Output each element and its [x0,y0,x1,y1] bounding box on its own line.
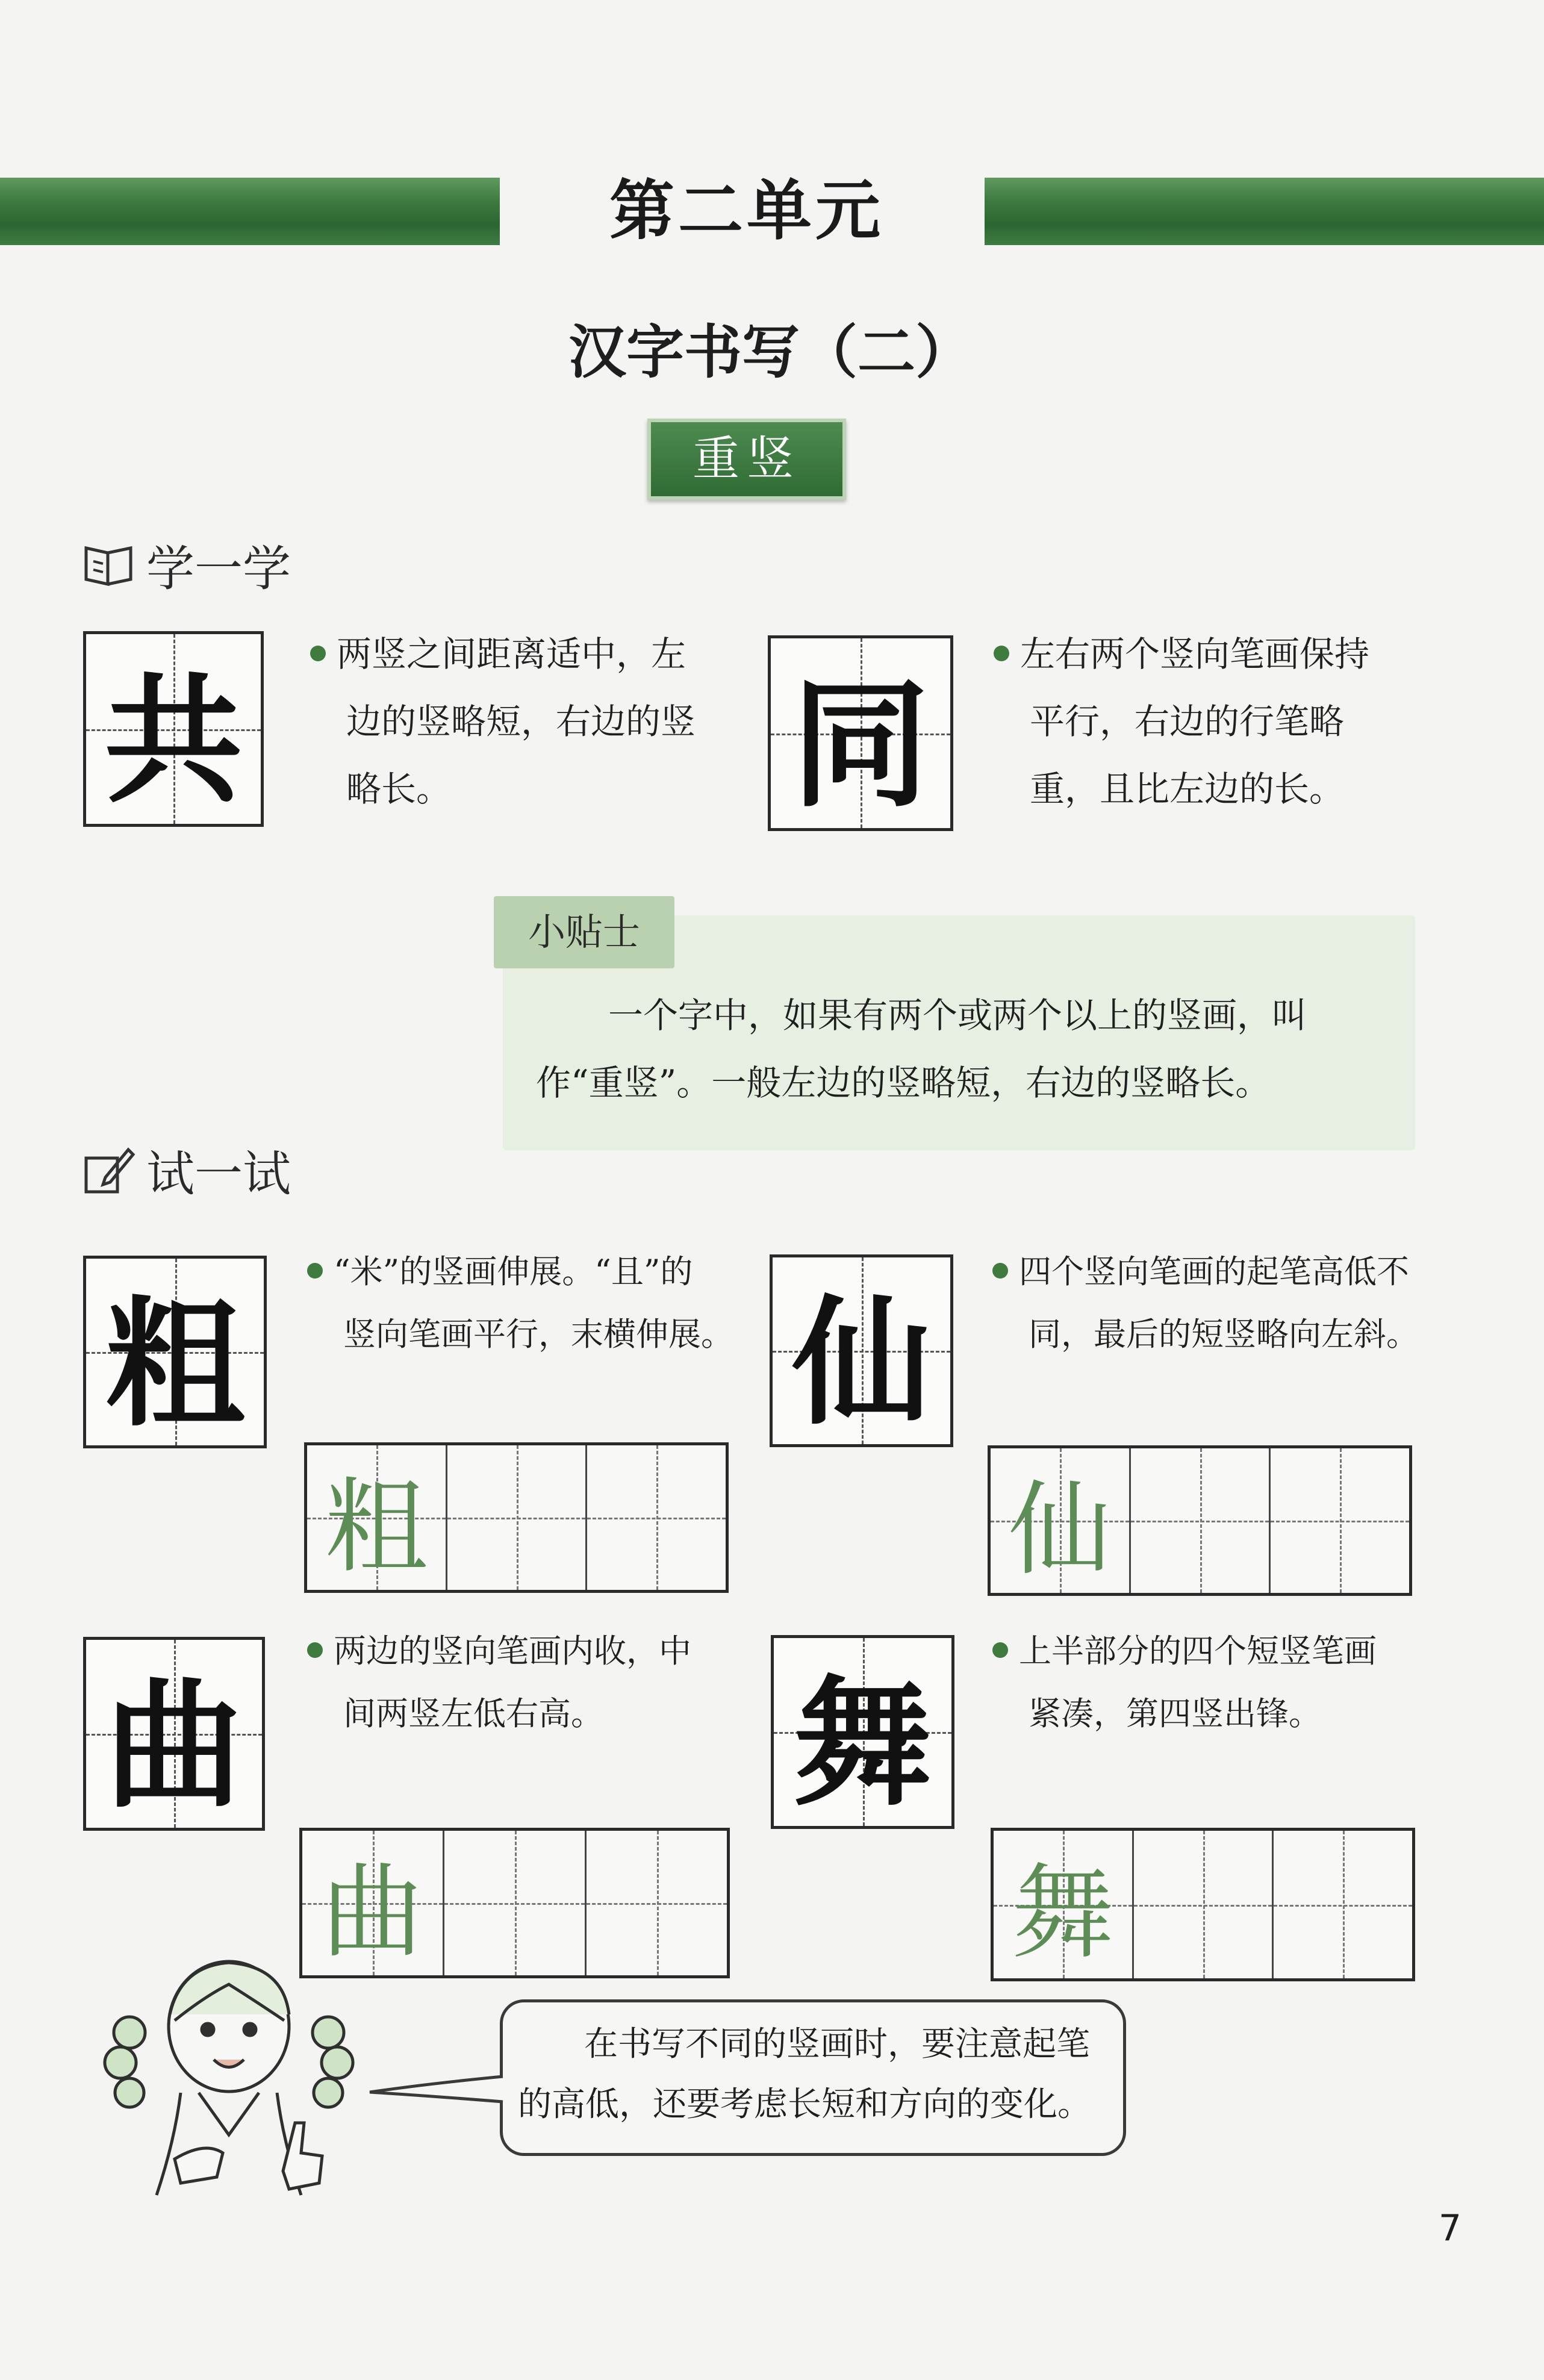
practice-cell[interactable] [444,1831,587,1975]
practice-cell[interactable] [302,1831,444,1975]
model-grid-cu [83,1256,267,1448]
practice-cell[interactable] [1274,1831,1412,1978]
page-number: 7 [1438,2207,1462,2249]
practice-strip-xian[interactable] [988,1445,1412,1596]
practice-cell[interactable] [994,1831,1134,1978]
unit-title: 第二单元 [609,173,884,249]
try-desc-cu: “米”的竖画伸展。“且”的 竖向笔画平行，末横伸展。 [307,1241,783,1366]
model-char: 共 [104,659,243,822]
try-desc-wu: 上半部分的四个短竖笔画 紧凑，第四竖出锋。 [992,1620,1492,1745]
trace-char: 曲 [321,1852,424,1972]
model-grid-wu [771,1635,954,1829]
practice-strip-cu[interactable] [304,1442,729,1593]
bullet-icon [994,646,1009,661]
lesson-title: 汉字书写（二） [568,318,973,386]
model-char: 曲 [104,1664,243,1827]
practice-cell[interactable] [1134,1831,1274,1978]
practice-strip-qu[interactable] [299,1828,730,1978]
trace-char: 仙 [1008,1470,1111,1590]
bullet-icon [310,646,326,661]
model-grid-xian [770,1254,953,1447]
bullet-icon [307,1642,323,1658]
tip-text: 一个字中，如果有两个或两个以上的竖画，叫 作“重竖”。一般左边的竖略短，右边的竖略长。 [536,995,1307,1103]
try-heading-label: 试一试 [146,1146,291,1202]
bubble-tail [367,2072,506,2108]
practice-strip-wu[interactable] [991,1828,1415,1981]
topic-tag: 重竖 [647,419,846,500]
practice-cell[interactable] [447,1445,588,1590]
banner-bar-left [0,178,500,245]
model-char: 粗 [105,1282,244,1445]
try-desc-qu: 两边的竖向笔画内收，中 间两竖左低右高。 [307,1620,783,1745]
learn-heading-label: 学一学 [146,541,291,597]
book-icon [81,541,135,589]
model-char: 同 [791,664,930,826]
tip-label: 小贴士 [494,896,674,968]
practice-cell[interactable] [307,1445,447,1590]
model-char: 舞 [793,1662,932,1825]
practice-cell[interactable] [1131,1448,1271,1593]
model-grid-gong [83,631,264,827]
trace-char: 粗 [325,1467,428,1587]
bullet-icon [992,1263,1008,1279]
model-grid-tong [768,635,953,831]
practice-cell[interactable] [1271,1448,1409,1593]
practice-cell[interactable] [587,1445,726,1590]
practice-cell[interactable] [991,1448,1131,1593]
model-grid-qu [83,1637,265,1831]
pen-icon [81,1146,135,1194]
girl-illustration [84,1942,367,2201]
bullet-icon [992,1642,1008,1658]
banner-bar-right [985,178,1544,245]
practice-cell[interactable] [587,1831,727,1975]
model-char: 仙 [792,1281,931,1444]
learn-heading [81,530,291,599]
learn-desc-tong: 左右两个竖向笔画保持 平行，右边的行笔略 重，且比左边的长。 [994,620,1493,823]
learn-desc-gong: 两竖之间距离适中，左 边的竖略短，右边的竖 略长。 [310,620,780,823]
bubble-text: 在书写不同的竖画时，要注意起笔 的高低，还要考虑长短和方向的变化。 [518,2025,1091,2124]
try-heading [81,1135,291,1204]
trace-char: 舞 [1011,1854,1114,1973]
bullet-icon [307,1263,323,1279]
try-desc-xian: 四个竖向笔画的起笔高低不 同，最后的短竖略向左斜。 [992,1241,1492,1366]
